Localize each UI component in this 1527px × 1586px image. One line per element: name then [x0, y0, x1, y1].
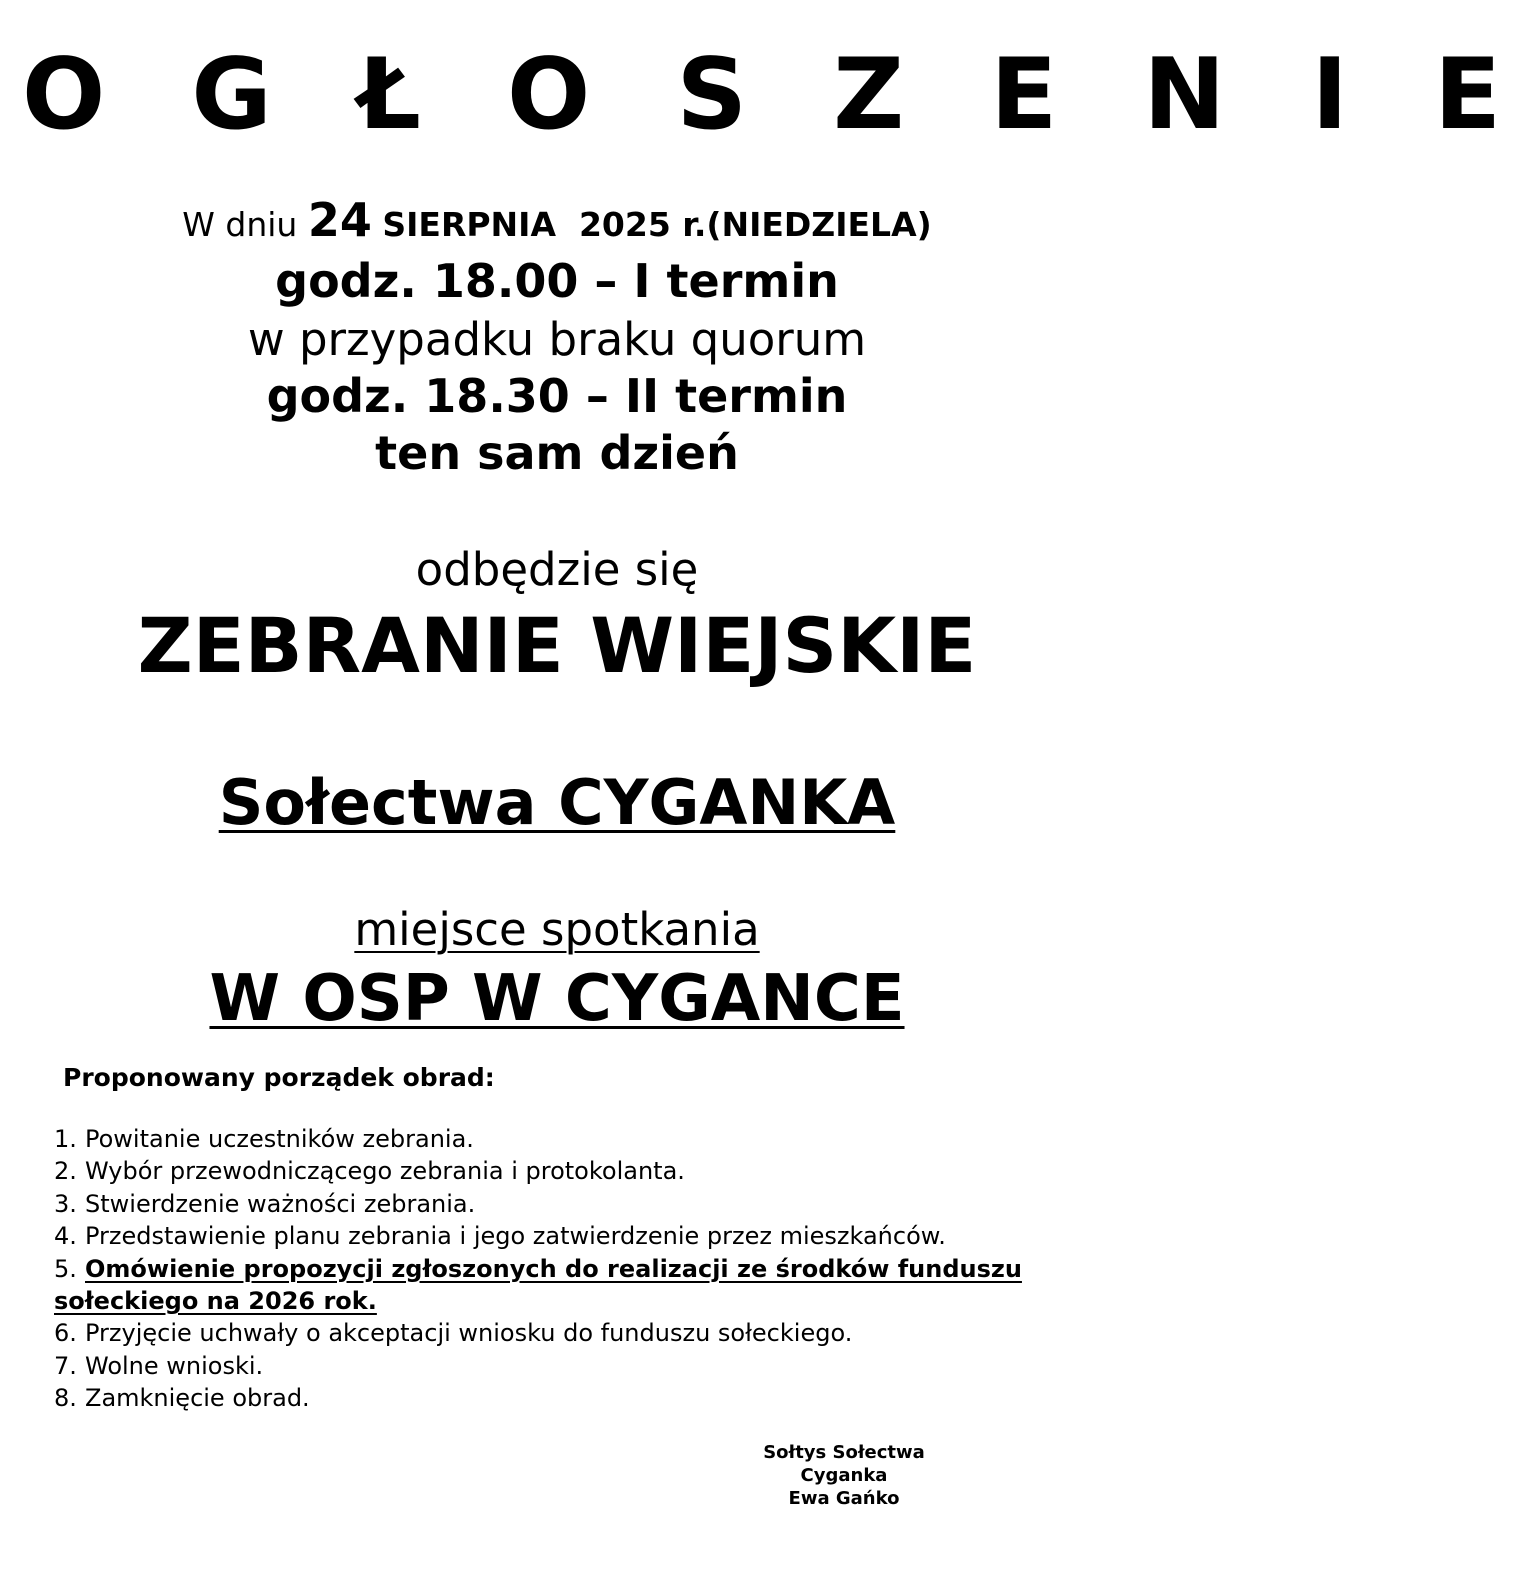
place-label-text: miejsce spotkania: [354, 903, 760, 956]
date-prefix: W dniu: [182, 205, 298, 244]
agenda-list: [54, 1123, 1064, 1415]
signature-name: Ewa Gańko: [788, 1488, 900, 1509]
agenda-item-text: Zamknięcie obrad.: [85, 1384, 310, 1413]
agenda-item: [54, 1350, 1064, 1382]
event-unit: [0, 766, 1114, 839]
agenda-item-text: Przedstawienie planu zebrania i jego zatwierdzenie przez mieszkańców.: [85, 1222, 946, 1251]
meeting-place: [0, 962, 1114, 1036]
event-intro: odbędzie się: [415, 543, 699, 596]
same-day-note: ten sam dzień: [375, 426, 739, 480]
signature-village: Cyganka: [800, 1465, 888, 1486]
signature-role: Sołtys Sołectwa: [763, 1442, 925, 1463]
agenda-item-highlighted: [54, 1253, 1064, 1318]
agenda-item-number: 3.: [54, 1189, 77, 1218]
agenda-item-text: Powitanie uczestników zebrania.: [85, 1125, 474, 1153]
agenda-item: [54, 1123, 1064, 1155]
agenda-item-text: Stwierdzenie ważności zebrania.: [85, 1189, 476, 1218]
event-unit-text: Sołectwa CYGANKA: [218, 766, 896, 839]
agenda-item-text: Przyjęcie uchwały o akceptacji wniosku do funduszu sołeckiego.: [85, 1319, 853, 1348]
agenda-item-number: 5.: [54, 1254, 77, 1283]
agenda-item-number: 4.: [54, 1222, 77, 1251]
first-term: godz. 18.00 – I termin: [275, 254, 839, 308]
date-month-year: SIERPNIA 2025 r.(NIEDZIELA): [382, 205, 932, 244]
date-day: 24: [307, 193, 372, 247]
agenda-item-text: Wolne wnioski.: [85, 1351, 264, 1380]
agenda-item: [54, 1188, 1064, 1220]
agenda-item-number: 7.: [54, 1351, 77, 1380]
agenda-item: [54, 1317, 1064, 1349]
agenda-item-number: 1.: [54, 1125, 77, 1153]
no-quorum-note: w przypadku braku quorum: [247, 313, 867, 366]
agenda-item: [54, 1382, 1064, 1414]
signature-block: [744, 1441, 944, 1510]
meeting-date: [0, 193, 1114, 247]
agenda-item-text: Omówienie propozycji zgłoszonych do realizacji ze środków funduszu sołeckiego na 2026 rok.: [54, 1254, 1022, 1316]
agenda-item: [54, 1155, 1064, 1187]
agenda-item-number: 8.: [54, 1384, 77, 1413]
place-label: [0, 903, 1114, 956]
agenda-item-number: 6.: [54, 1319, 77, 1348]
second-term: godz. 18.30 – II termin: [266, 369, 848, 423]
agenda-item-text: Wybór przewodniczącego zebrania i protokolanta.: [85, 1157, 685, 1186]
announcement-title: O G Ł O S Z E N I E: [22, 38, 1527, 152]
agenda-heading: Proponowany porządek obrad:: [63, 1063, 495, 1092]
event-name: ZEBRANIE WIEJSKIE: [137, 601, 977, 690]
agenda-item-number: 2.: [54, 1157, 77, 1186]
agenda-item: [54, 1220, 1064, 1252]
meeting-place-text: W OSP W CYGANCE: [209, 962, 905, 1036]
